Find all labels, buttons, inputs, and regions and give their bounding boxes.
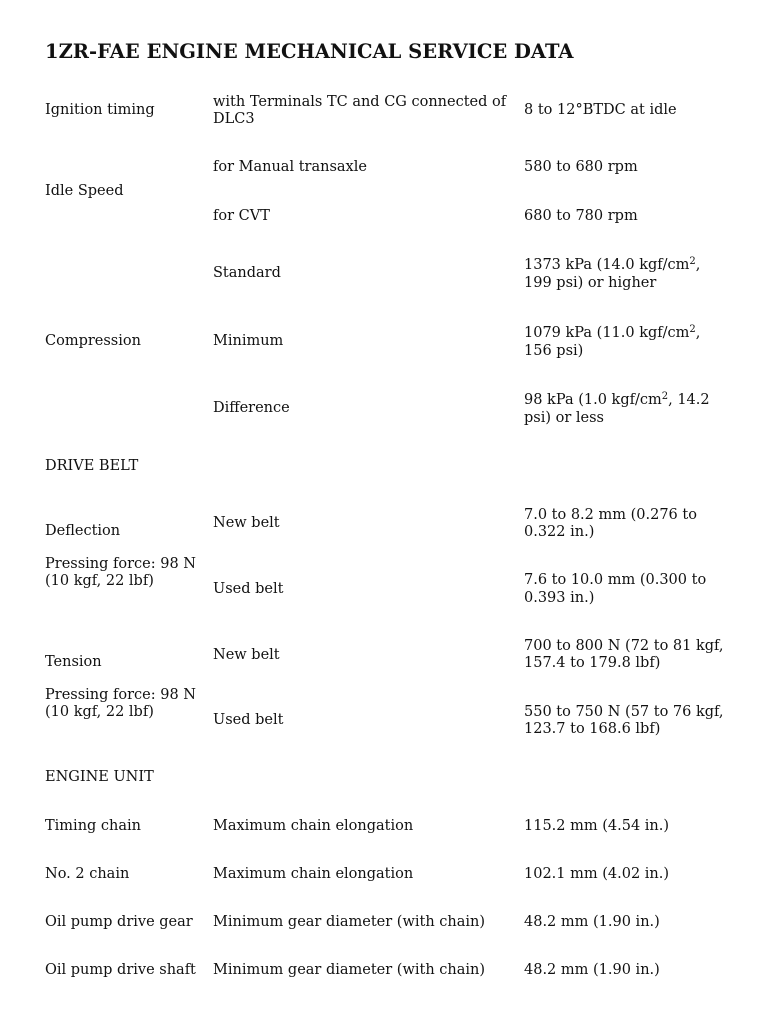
timing-chain-condition: Maximum chain elongation (213, 818, 414, 834)
oil-pump-drive-shaft-value: 48.2 mm (1.90 in.) (524, 962, 660, 978)
no2-chain-value: 102.1 mm (4.02 in.) (524, 866, 670, 882)
tension-pressing-line2: (10 kgf, 22 lbf) (45, 704, 154, 720)
idle-speed-cvt-value: 680 to 780 rpm (524, 208, 638, 224)
compression-label: Compression (45, 333, 141, 349)
compression-difference-value-line1: 98 kPa (1.0 kgf/$cm^2$, 14.2 (524, 391, 710, 408)
ignition-timing-value: 8 to 12°BTDC at idle (524, 102, 677, 118)
compression-minimum-value-line1: 1079 kPa (11.0 kgf/$cm^2$, (524, 324, 701, 341)
deflection-pressing-line1: Pressing force: 98 N (45, 556, 196, 572)
oil-pump-drive-gear-value: 48.2 mm (1.90 in.) (524, 914, 660, 930)
deflection-new-belt-value-line1: 7.0 to 8.2 mm (0.276 to (524, 507, 697, 523)
deflection-pressing-line2: (10 kgf, 22 lbf) (45, 573, 154, 589)
compression-difference-condition: Difference (213, 400, 290, 416)
idle-speed-cvt-condition: for CVT (213, 208, 270, 224)
oil-pump-drive-shaft-condition: Minimum gear diameter (with chain) (213, 962, 486, 978)
drive-belt-heading: DRIVE BELT (45, 458, 139, 474)
compression-minimum-condition: Minimum (213, 333, 284, 349)
timing-chain-value: 115.2 mm (4.54 in.) (524, 818, 670, 834)
compression-standard-value-line2: 199 psi) or higher (524, 275, 657, 291)
oil-pump-drive-gear-condition: Minimum gear diameter (with chain) (213, 914, 486, 930)
ignition-timing-condition-line1: with Terminals TC and CG connected of (213, 94, 507, 110)
tension-pressing-line1: Pressing force: 98 N (45, 687, 196, 703)
deflection-used-belt-value-line1: 7.6 to 10.0 mm (0.300 to (524, 572, 707, 588)
idle-speed-label: Idle Speed (45, 183, 124, 199)
compression-standard-condition: Standard (213, 265, 281, 281)
tension-new-belt-value-line1: 700 to 800 N (72 to 81 kgf, (524, 638, 724, 654)
deflection-used-belt-value-line2: 0.393 in.) (524, 590, 595, 606)
ignition-timing-condition-line2: DLC3 (213, 111, 255, 127)
idle-speed-manual-value: 580 to 680 rpm (524, 159, 638, 175)
tension-used-belt-value-line1: 550 to 750 N (57 to 76 kgf, (524, 704, 724, 720)
no2-chain-condition: Maximum chain elongation (213, 866, 414, 882)
tension-used-belt-value-line2: 123.7 to 168.6 lbf) (524, 721, 661, 737)
idle-speed-manual-condition: for Manual transaxle (213, 159, 367, 175)
ignition-timing-label: Ignition timing (45, 102, 155, 118)
compression-standard-value-line1: 1373 kPa (14.0 kgf/$cm^2$, (524, 256, 701, 273)
timing-chain-item: Timing chain (45, 818, 142, 834)
tension-new-belt-condition: New belt (213, 647, 280, 663)
oil-pump-drive-shaft-item: Oil pump drive shaft (45, 962, 196, 978)
tension-used-belt-condition: Used belt (213, 712, 284, 728)
compression-difference-value-line2: psi) or less (524, 410, 604, 426)
deflection-label: Deflection (45, 523, 121, 539)
engine-unit-heading: ENGINE UNIT (45, 769, 154, 785)
deflection-new-belt-condition: New belt (213, 515, 280, 531)
tension-new-belt-value-line2: 157.4 to 179.8 lbf) (524, 655, 661, 671)
page-title: 1ZR-FAE ENGINE MECHANICAL SERVICE DATA (45, 40, 574, 63)
oil-pump-drive-gear-item: Oil pump drive gear (45, 914, 193, 930)
no2-chain-item: No. 2 chain (45, 866, 130, 882)
deflection-used-belt-condition: Used belt (213, 581, 284, 597)
deflection-new-belt-value-line2: 0.322 in.) (524, 524, 595, 540)
tension-label: Tension (45, 654, 102, 670)
compression-minimum-value-line2: 156 psi) (524, 343, 584, 359)
